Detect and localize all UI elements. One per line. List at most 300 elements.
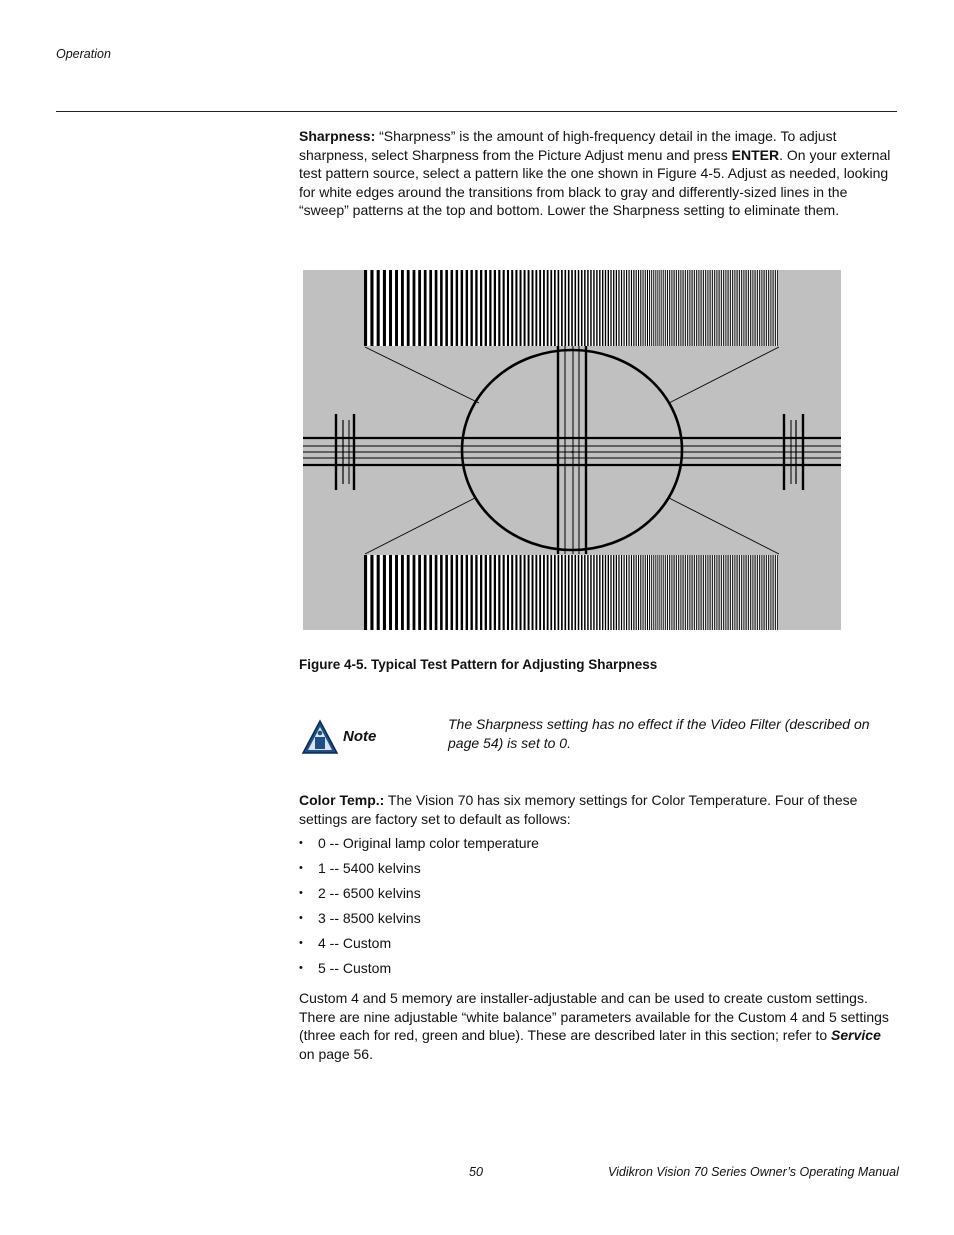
sweep-bar: [673, 555, 674, 630]
sweep-bar: [596, 270, 597, 346]
sweep-gap: [630, 555, 631, 630]
sweep-bar: [755, 555, 756, 630]
sweep-bar: [682, 270, 683, 346]
sweep-gap: [722, 270, 723, 346]
sweep-bar: [578, 270, 580, 346]
sweep-bar: [626, 555, 627, 630]
sweep-bar: [593, 555, 594, 630]
sweep-gap: [756, 270, 757, 346]
sweep-bar: [748, 270, 749, 346]
sweep-gap: [589, 270, 591, 346]
sweep-bar: [730, 555, 731, 630]
sweep-bar: [633, 270, 634, 346]
sweep-bar: [575, 270, 577, 346]
sweep-bar: [471, 270, 473, 346]
diagonal-top-right: [669, 347, 779, 403]
sweep-bar: [710, 270, 711, 346]
sweep-gap: [570, 270, 572, 346]
sweep-bar: [777, 270, 778, 346]
sweep-bar: [401, 270, 404, 346]
sweep-gap: [718, 555, 719, 630]
sweep-gap: [606, 270, 607, 346]
sweep-gap: [478, 555, 480, 630]
sweep-bar: [535, 555, 537, 630]
sweep-bar: [528, 270, 530, 346]
sweep-gap: [679, 270, 680, 346]
sweep-gap: [609, 555, 610, 630]
sweep-gap: [715, 270, 716, 346]
sweep-gap: [760, 555, 761, 630]
sweep-gap: [617, 555, 618, 630]
sweep-gap: [573, 555, 575, 630]
sweep-bar: [655, 270, 656, 346]
sweep-gap: [563, 555, 565, 630]
sweep-gap: [579, 270, 581, 346]
sweep-bar: [413, 555, 416, 630]
sweep-bar: [673, 270, 674, 346]
enter-key-label: ENTER: [731, 146, 780, 163]
sweep-gap: [700, 555, 701, 630]
sweep-bar: [364, 270, 367, 346]
sweep-bar: [370, 270, 373, 346]
sweep-gap: [606, 555, 607, 630]
sweep-bar: [705, 270, 706, 346]
sweep-bar: [587, 555, 589, 630]
sweep-bar: [616, 555, 617, 630]
sweep-gap: [632, 270, 633, 346]
sweep-gap: [517, 555, 519, 630]
sweep-bar: [736, 555, 737, 630]
sweep-gap: [437, 555, 440, 630]
sweep-bar: [770, 555, 771, 630]
sweep-gap: [679, 555, 680, 630]
color-temp-list: [299, 834, 897, 984]
sweep-gap: [695, 270, 696, 346]
sweep-bar: [772, 270, 773, 346]
sweep-gap: [686, 555, 687, 630]
sweep-gap: [634, 270, 635, 346]
sweep-gap: [681, 270, 682, 346]
sweep-gap: [711, 270, 712, 346]
sweep-gap: [769, 270, 770, 346]
sweep-bar: [727, 270, 728, 346]
sweep-gap: [713, 270, 714, 346]
sweep-gap: [776, 270, 777, 346]
sweep-bar: [694, 270, 695, 346]
sweep-bar: [667, 270, 668, 346]
sweep-bar: [524, 555, 526, 630]
sweep-gap: [699, 555, 700, 630]
sweep-bar: [638, 270, 639, 346]
sweep-bar: [723, 555, 724, 630]
sweep-bar: [701, 555, 702, 630]
sweep-gap: [744, 555, 745, 630]
sweep-gap: [622, 555, 623, 630]
note-text: The Sharpness setting has no effect if the Video Filter (described on page 54) is set to 0.: [448, 716, 870, 751]
sweep-gap: [517, 270, 519, 346]
sweep-gap: [374, 555, 377, 630]
sweep-gap: [677, 270, 678, 346]
sweep-bar: [466, 270, 468, 346]
sweep-bar: [659, 555, 660, 630]
sweep-gap: [706, 555, 707, 630]
sharpness-text-2: . On your external test pattern source, select a pattern like the one shown in Figure 4-5. Adjust as needed, looking for white edges around the transitions from black to gray and differently-sized lines in the “sweep” patterns at the top and bottom. Lower the Sharpness setting to eliminate them.: [299, 146, 891, 219]
sweep-gap: [637, 270, 638, 346]
sweep-bar: [413, 270, 416, 346]
sweep-gap: [713, 555, 714, 630]
sweep-gap: [767, 555, 768, 630]
sweep-gap: [673, 270, 674, 346]
sweep-gap: [664, 555, 665, 630]
sweep-bar: [649, 555, 650, 630]
sweep-bar: [640, 270, 641, 346]
sweep-gap: [778, 555, 779, 630]
sweep-bar: [377, 270, 380, 346]
sweep-gap: [627, 555, 628, 630]
sweep-bar: [689, 270, 690, 346]
sweep-bar: [775, 555, 776, 630]
sweep-gap: [675, 270, 676, 346]
sweep-bar: [584, 270, 586, 346]
sweep-gap: [421, 270, 424, 346]
sweep-gap: [666, 555, 667, 630]
sweep-bar: [498, 270, 500, 346]
sweep-gap: [648, 555, 649, 630]
sweep-gap: [736, 555, 737, 630]
sweep-bar: [691, 270, 692, 346]
header-rule: [56, 111, 897, 112]
sweep-bar: [605, 555, 606, 630]
sweep-bar: [532, 270, 534, 346]
sweep-bar: [703, 555, 704, 630]
sweep-bar: [599, 270, 600, 346]
sweep-gap: [625, 270, 626, 346]
sweep-gap: [530, 555, 532, 630]
sweep-bar: [424, 555, 427, 630]
sweep-gap: [740, 555, 741, 630]
sweep-bar: [618, 270, 619, 346]
sweep-gap: [758, 555, 759, 630]
sweep-bar: [750, 270, 751, 346]
sweep-gap: [549, 270, 551, 346]
sweep-gap: [398, 555, 401, 630]
sweep-bar: [651, 270, 652, 346]
sweep-bar: [746, 270, 747, 346]
sweep-bar: [725, 270, 726, 346]
sweep-gap: [695, 555, 696, 630]
sweep-bar: [748, 555, 749, 630]
sweep-gap: [736, 270, 737, 346]
sweep-gap: [656, 270, 657, 346]
sweep-gap: [749, 270, 750, 346]
sweep-gap: [443, 270, 446, 346]
sweep-gap: [487, 270, 489, 346]
sweep-gap: [458, 270, 461, 346]
sweep-bar: [764, 555, 765, 630]
sweep-gap: [702, 270, 703, 346]
sweep-gap: [691, 270, 692, 346]
sweep-gap: [632, 555, 633, 630]
sweep-bar: [643, 270, 644, 346]
sweep-bar: [725, 555, 726, 630]
sweep-bar: [532, 555, 534, 630]
sweep-gap: [641, 270, 642, 346]
sweep-bar: [445, 270, 448, 346]
sweep-bar: [678, 270, 679, 346]
sweep-bar: [515, 270, 517, 346]
sweep-bar: [659, 270, 660, 346]
sweep-bar: [395, 270, 398, 346]
sweep-gap: [702, 555, 703, 630]
sharpness-test-pattern: [303, 270, 841, 630]
sweep-bar: [651, 555, 652, 630]
sweep-gap: [586, 555, 588, 630]
sweep-bar: [723, 270, 724, 346]
sweep-bar: [435, 555, 438, 630]
sweep-gap: [763, 270, 764, 346]
sweep-bar: [741, 270, 742, 346]
sweep-bar: [485, 270, 487, 346]
sweep-gap: [583, 555, 585, 630]
sweep-bar: [520, 555, 522, 630]
sweep-bar: [640, 555, 641, 630]
note-label: Note: [343, 728, 377, 745]
sweep-bar: [515, 555, 517, 630]
sweep-bar: [743, 270, 744, 346]
sweep-gap: [576, 555, 578, 630]
sweep-bar: [596, 555, 597, 630]
sweep-bar: [638, 555, 639, 630]
color-temp-paragraph: [299, 791, 897, 828]
sweep-bar: [471, 555, 473, 630]
sweep-bar: [645, 555, 646, 630]
top-sweep-pattern: [364, 270, 779, 346]
sweep-gap: [691, 555, 692, 630]
sweep-bar: [561, 555, 563, 630]
sweep-bar: [665, 555, 666, 630]
sweep-gap: [637, 555, 638, 630]
diagonal-bottom-left: [365, 498, 475, 554]
sweep-bar: [750, 555, 751, 630]
sweep-gap: [771, 270, 772, 346]
sweep-bar: [475, 270, 477, 346]
sweep-bar: [539, 270, 541, 346]
sweep-gap: [603, 270, 604, 346]
sweep-bar: [721, 270, 722, 346]
sweep-gap: [646, 555, 647, 630]
sweep-bar: [631, 270, 632, 346]
sweep-bar: [663, 270, 664, 346]
sweep-bar: [655, 555, 656, 630]
sweep-bar: [709, 555, 710, 630]
sweep-gap: [522, 555, 524, 630]
sweep-bar: [610, 270, 611, 346]
color-temp-text: The Vision 70 has six memory settings for Color Temperature. Four of these settings are factory set to default as follows:: [299, 792, 858, 827]
sweep-gap: [708, 270, 709, 346]
sweep-gap: [717, 555, 718, 630]
sweep-bar: [705, 555, 706, 630]
sweep-gap: [453, 555, 456, 630]
sweep-bar: [718, 270, 719, 346]
sweep-gap: [534, 555, 536, 630]
manual-title: Vidikron Vision 70 Series Owner’s Operating Manual: [608, 1165, 899, 1179]
sweep-gap: [530, 270, 532, 346]
sweep-bar: [451, 555, 454, 630]
sweep-gap: [473, 555, 475, 630]
sweep-gap: [682, 555, 683, 630]
sweep-bar: [728, 555, 729, 630]
sweep-gap: [410, 555, 413, 630]
sweep-gap: [627, 270, 628, 346]
sweep-bar: [683, 555, 684, 630]
sweep-gap: [492, 555, 494, 630]
sweep-gap: [652, 270, 653, 346]
sweep-gap: [644, 555, 645, 630]
sweep-bar: [728, 270, 729, 346]
sweep-gap: [492, 270, 494, 346]
sweep-gap: [744, 270, 745, 346]
sweep-bar: [700, 555, 701, 630]
sweep-gap: [463, 270, 465, 346]
sweep-gap: [722, 555, 723, 630]
sweep-gap: [656, 555, 657, 630]
sweep-bar: [707, 555, 708, 630]
sweep-bar: [401, 555, 404, 630]
sweep-gap: [718, 270, 719, 346]
sweep-gap: [468, 270, 470, 346]
sweep-gap: [670, 270, 671, 346]
sweep-bar: [727, 555, 728, 630]
sweep-bar: [703, 270, 704, 346]
sweep-gap: [644, 270, 645, 346]
sweep-bar: [395, 555, 398, 630]
sweep-bar: [554, 270, 556, 346]
sweep-gap: [380, 555, 383, 630]
sweep-bar: [653, 555, 654, 630]
sweep-gap: [709, 270, 710, 346]
sweep-gap: [612, 555, 613, 630]
sweep-gap: [552, 270, 554, 346]
sweep-gap: [668, 270, 669, 346]
diagonal-bottom-right: [669, 498, 779, 554]
sweep-gap: [675, 555, 676, 630]
sweep-gap: [706, 270, 707, 346]
sweep-bar: [712, 555, 713, 630]
sweep-gap: [686, 270, 687, 346]
service-link[interactable]: Service: [831, 1027, 881, 1044]
sweep-gap: [509, 555, 511, 630]
sweep-bar: [768, 270, 769, 346]
sweep-bar: [746, 555, 747, 630]
sweep-bar: [628, 270, 629, 346]
sweep-bar: [429, 270, 432, 346]
sweep-gap: [592, 555, 594, 630]
sweep-bar: [389, 270, 392, 346]
sweep-gap: [774, 270, 775, 346]
sweep-bar: [554, 555, 556, 630]
list-item: • 3 -- 8500 kelvins: [299, 909, 897, 934]
sweep-gap: [559, 555, 561, 630]
custom-text-1: Custom 4 and 5 memory are installer-adjustable and can be used to create custom settings. There are nine adjustable “white balance” parameters available for the Custom 4 and 5 settings (three each for red, green and blue). These are described later in this section; refer to: [299, 990, 889, 1044]
sweep-gap: [693, 555, 694, 630]
sweep-bar: [602, 270, 603, 346]
sweep-bar: [581, 270, 583, 346]
sweep-gap: [601, 555, 602, 630]
sweep-bar: [558, 555, 560, 630]
sweep-bar: [772, 555, 773, 630]
sweep-bar: [757, 270, 758, 346]
sweep-bar: [773, 270, 774, 346]
sweep-bar: [590, 555, 592, 630]
sweep-gap: [566, 270, 568, 346]
sweep-gap: [700, 270, 701, 346]
sweep-bar: [498, 555, 500, 630]
sweep-bar: [732, 555, 733, 630]
sweep-bar: [692, 555, 693, 630]
sweep-bar: [657, 270, 658, 346]
sweep-bar: [661, 555, 662, 630]
sweep-gap: [545, 555, 547, 630]
sweep-bar: [763, 555, 764, 630]
sweep-bar: [605, 270, 606, 346]
sweep-bar: [608, 270, 609, 346]
sweep-gap: [500, 270, 502, 346]
sweep-gap: [482, 555, 484, 630]
sweep-gap: [468, 555, 470, 630]
sweep-gap: [688, 555, 689, 630]
sweep-bar: [636, 270, 637, 346]
sweep-gap: [753, 555, 754, 630]
sweep-gap: [699, 270, 700, 346]
sweep-gap: [367, 555, 370, 630]
sweep-bar: [739, 555, 740, 630]
sweep-bar: [754, 555, 755, 630]
sweep-bar: [687, 270, 688, 346]
sweep-bar: [752, 555, 753, 630]
sweep-bar: [581, 555, 583, 630]
sweep-bar: [674, 270, 675, 346]
running-head: Operation: [56, 47, 111, 61]
sweep-gap: [625, 555, 626, 630]
sweep-bar: [685, 270, 686, 346]
sweep-bar: [732, 270, 733, 346]
sweep-bar: [687, 555, 688, 630]
sweep-bar: [710, 555, 711, 630]
sweep-gap: [552, 555, 554, 630]
sweep-gap: [778, 270, 779, 346]
sweep-bar: [418, 555, 421, 630]
sweep-gap: [566, 555, 568, 630]
sweep-bar: [730, 270, 731, 346]
sweep-bar: [777, 555, 778, 630]
sweep-gap: [771, 555, 772, 630]
sharpness-term: Sharpness:: [299, 128, 376, 144]
sweep-gap: [634, 555, 635, 630]
sweep-bar: [568, 270, 570, 346]
sweep-gap: [496, 270, 498, 346]
sweep-gap: [660, 270, 661, 346]
sweep-bar: [669, 555, 670, 630]
sweep-gap: [673, 555, 674, 630]
sweep-gap: [726, 270, 727, 346]
sweep-gap: [586, 270, 588, 346]
sweep-bar: [773, 555, 774, 630]
sweep-gap: [733, 270, 734, 346]
sweep-bar: [775, 270, 776, 346]
sweep-gap: [662, 555, 663, 630]
sweep-gap: [747, 555, 748, 630]
sweep-bar: [480, 270, 482, 346]
